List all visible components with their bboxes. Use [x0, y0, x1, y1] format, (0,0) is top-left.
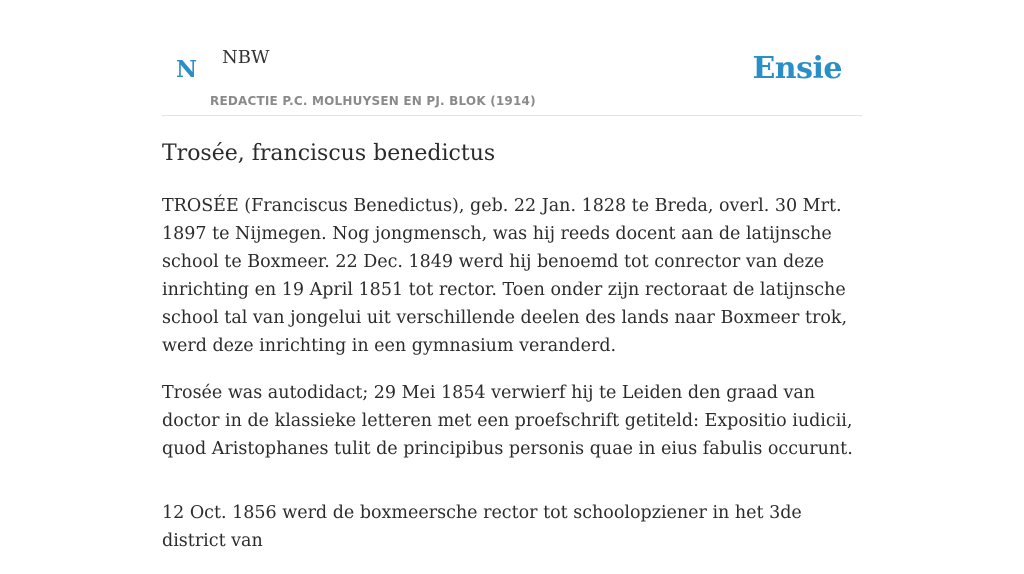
source-name[interactable]: NBW: [222, 47, 270, 68]
article-body: [162, 192, 862, 574]
article-paragraph: Trosée was autodidact; 29 Mei 1854 verwierf hij te Leiden den graad van doctor in de klassieke letteren met een proefschrift getiteld: Expositio iudicii, quod Aristophanes tulit de principibus personis quae in eius fabulis occurunt.: [162, 383, 853, 459]
article-paragraph: 12 Oct. 1856 werd de boxmeersche rector tot schoolopziener in het 3de district van: [162, 503, 802, 551]
site-header: [162, 0, 862, 116]
brand-logo[interactable]: Ensie: [752, 51, 842, 86]
source-logo[interactable]: N: [176, 56, 198, 83]
article-title: Trosée, franciscus benedictus: [162, 141, 496, 166]
source-editors: REDACTIE P.C. MOLHUYSEN EN PJ. BLOK (1914): [210, 94, 536, 108]
page-container: [162, 0, 862, 551]
article-paragraph: TROSÉE (Franciscus Benedictus), geb. 22 Jan. 1828 te Breda, overl. 30 Mrt. 1897 te Nijmegen. Nog jongmensch, was hij reeds docent aan de latijnsche school te Boxmeer. 22 Dec. 1849 werd hij benoemd tot conrector van deze inrichting en 19 April 1851 tot rector. Toen onder zijn rectoraat de latijnsche school tal van jongelui uit verschillende deelen des lands naar Boxmeer trok, werd deze inrichting in een gymnasium veranderd.: [162, 196, 848, 356]
